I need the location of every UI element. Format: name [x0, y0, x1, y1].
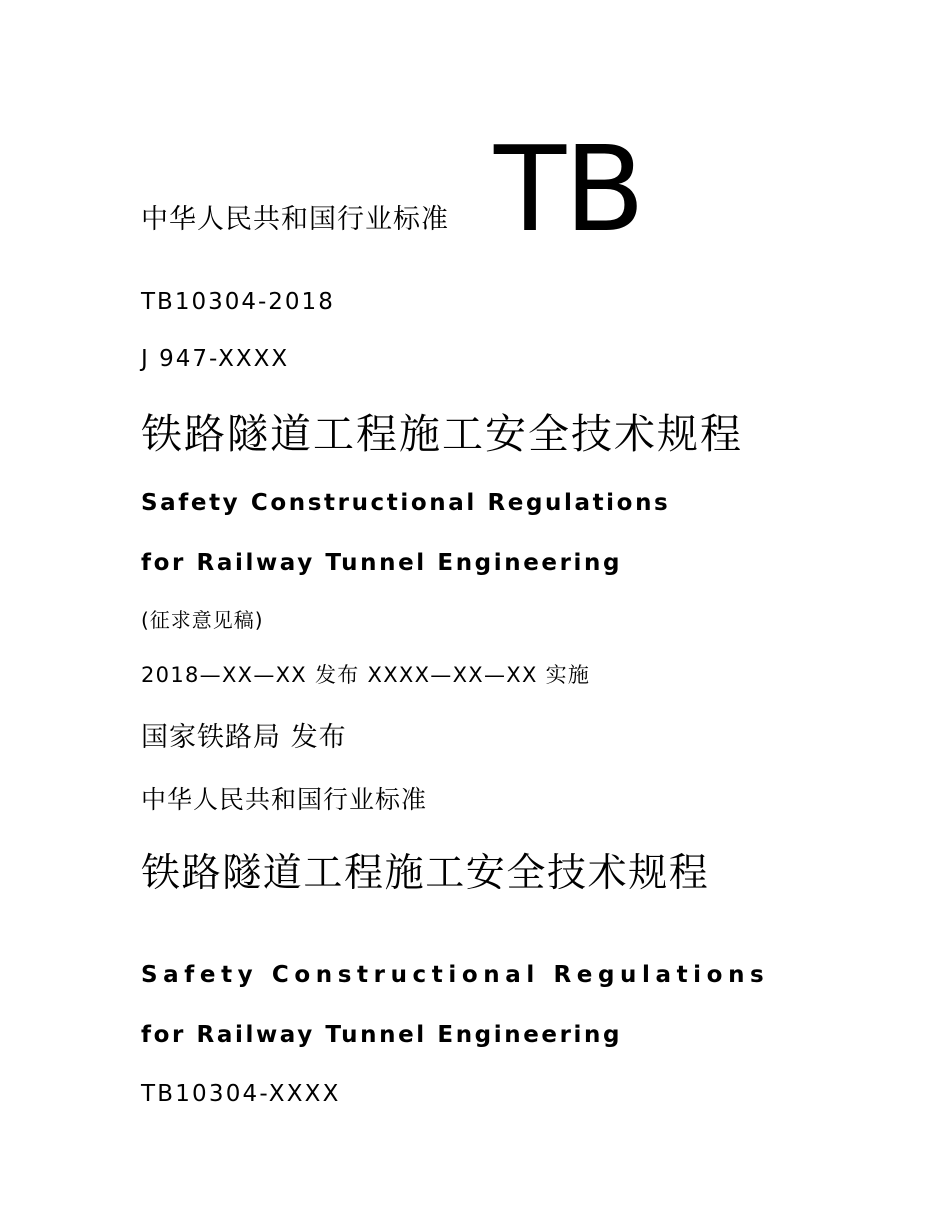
title-page-title-cn: 铁路隧道工程施工安全技术规程: [141, 851, 710, 896]
title-page-header: 中华人民共和国行业标准: [141, 785, 428, 814]
title-page-en-line1: Safety Constructional Regulations: [141, 962, 770, 988]
record-code: J 947-XXXX: [141, 346, 290, 372]
title-page-code: TB10304-XXXX: [141, 1081, 341, 1107]
standard-header: 中华人民共和国行业标准: [141, 204, 449, 235]
issue-dates: 2018—XX—XX 发布 XXXX—XX—XX 实施: [141, 663, 591, 687]
title-page-en-line2: for Railway Tunnel Engineering: [141, 1022, 623, 1048]
publisher: 国家铁路局 发布: [141, 722, 347, 753]
draft-note: (征求意见稿): [141, 608, 264, 632]
title-en-line1: Safety Constructional Regulations: [141, 490, 671, 516]
title-cn: 铁路隧道工程施工安全技术规程: [141, 410, 743, 458]
title-en-line2: for Railway Tunnel Engineering: [141, 550, 623, 576]
tb-mark: TB: [494, 120, 644, 258]
standard-code: TB10304-2018: [141, 289, 335, 315]
